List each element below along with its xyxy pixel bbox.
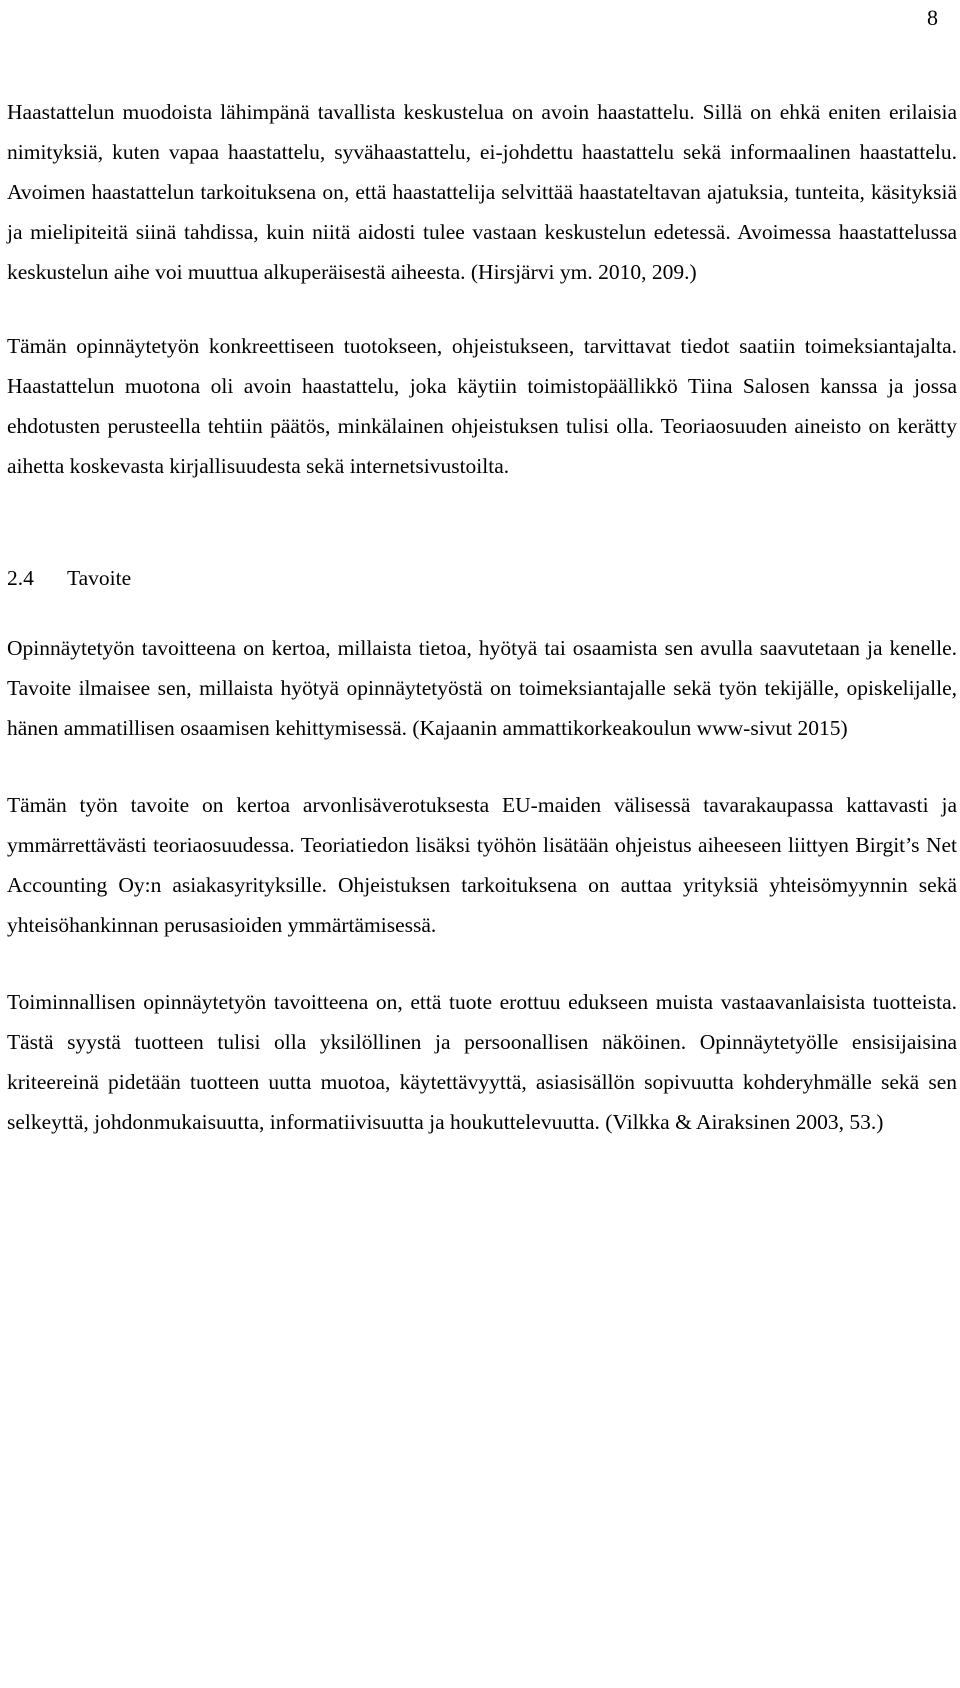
section-heading [7,558,957,598]
section-title: Tavoite [67,566,132,590]
document-body [7,92,957,1142]
paragraph-product-goal: Toiminnallisen opinnäytetyön tavoitteena on, että tuote erottuu edukseen muista vastaavanlaisista tuotteista. Tästä syystä tuotteen tulisi olla yksilöllinen ja persoonallisen näköinen. Opinnäytetyölle ensisijaisina kriteereinä pidetään tuotteen uutta muotoa, käytettävyyttä, asiasisällön sopivuutta kohderyhmälle sekä sen selkeyttä, johdonmukaisuutta, informatiivisuutta ja houkuttelevuutta. (Vilkka & Airaksinen 2003, 53.) [7,990,957,1134]
page-number: 8 [927,5,938,30]
section-number: 2.4 [7,566,34,590]
paragraph-goal-definition: Opinnäytetyön tavoitteena on kertoa, millaista tietoa, hyötyä tai osaamista sen avulla saavutetaan ja kenelle. Tavoite ilmaisee sen, millaista hyötyä opinnäytetyöstä on toimeksiantajalle sekä työn tekijälle, opiskelijalle, hänen ammatillisen osaamisen kehittymisessä. (Kajaanin ammattikorkeakoulun www-sivut 2015) [7,636,957,740]
paragraph-interview-types: Haastattelun muodoista lähimpänä tavallista keskustelua on avoin haastattelu. Sillä on ehkä eniten erilaisia nimityksiä, kuten vapaa haastattelu, syvähaastattelu, ei-johdettu haastattelu sekä informaalinen haastattelu. Avoimen haastattelun tarkoituksena on, että haastattelija selvittää haastateltavan ajatuksia, tunteita, käsityksiä ja mielipiteitä siinä tahdissa, kuin niitä aidosti tulee vastaan keskustelun edetessä. Avoimessa haastattelussa keskustelun aihe voi muuttua alkuperäisestä aiheesta. (Hirsjärvi ym. 2010, 209.) [7,100,957,284]
paragraph-data-collection: Tämän opinnäytetyön konkreettiseen tuotokseen, ohjeistukseen, tarvittavat tiedot saatiin toimeksiantajalta. Haastattelun muotona oli avoin haastattelu, joka käytiin toimistopäällikkö Tiina Salosen kanssa ja jossa ehdotusten perusteella tehtiin päätös, minkälainen ohjeistuksen tulisi olla. Teoriaosuuden aineisto on kerätty aihetta koskevasta kirjallisuudesta sekä internetsivustoilta. [7,334,957,478]
paragraph-work-goal: Tämän työn tavoite on kertoa arvonlisäverotuksesta EU-maiden välisessä tavarakaupassa kattavasti ja ymmärrettävästi teoriaosuudessa. Teoriatiedon lisäksi työhön lisätään ohjeistus aiheeseen liittyen Birgit’s Net Accounting Oy:n asiakasyrityksille. Ohjeistuksen tarkoituksena on auttaa yrityksiä yhteisömyynnin sekä yhteisöhankinnan perusasioiden ymmärtämisessä. [7,793,957,937]
